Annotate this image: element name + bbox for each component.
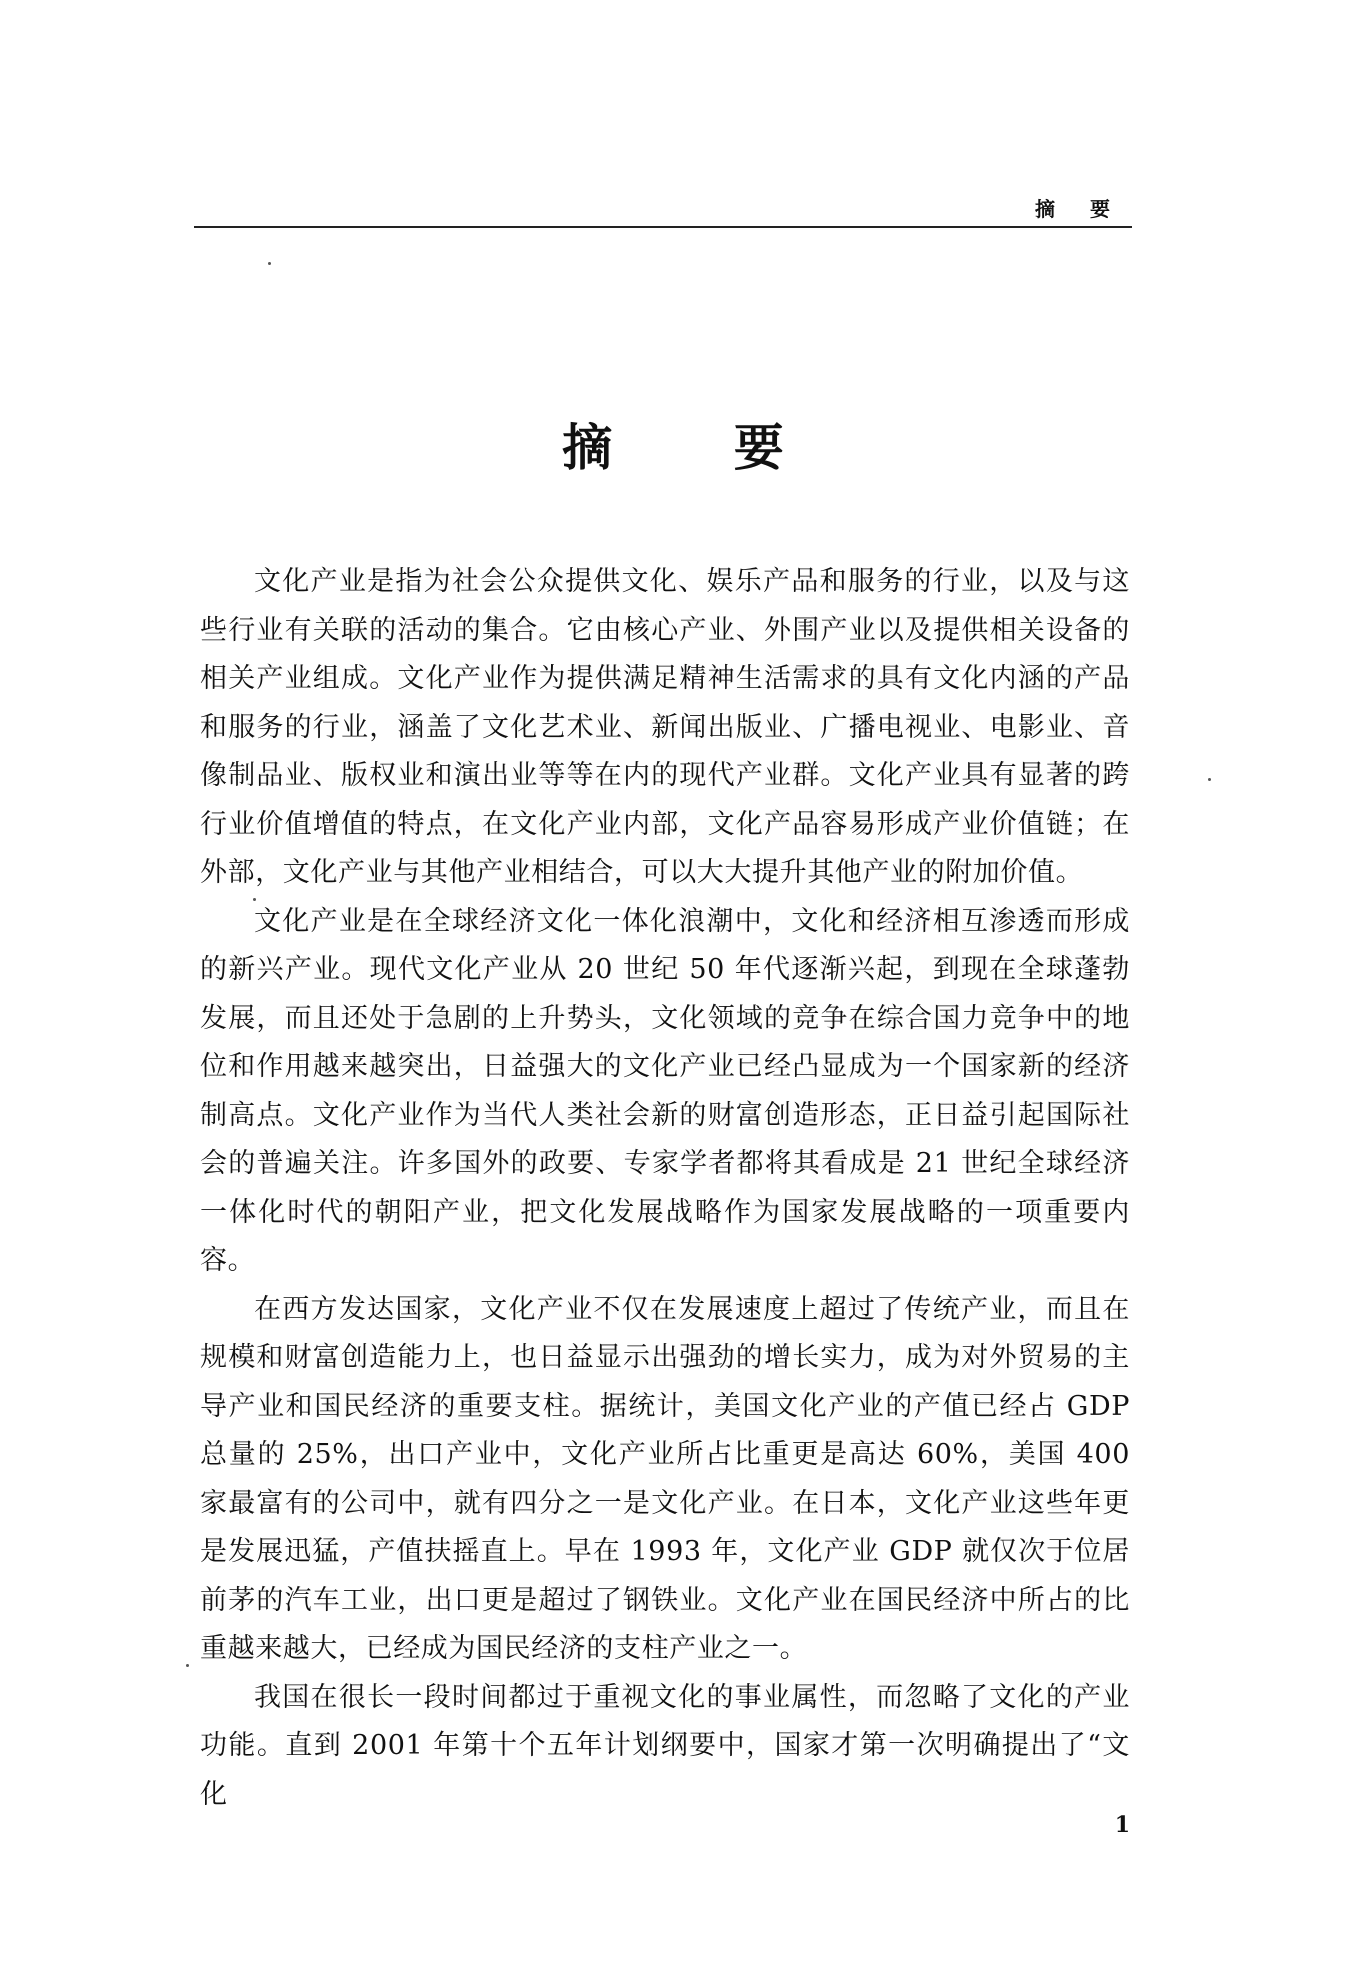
paragraph-3: 在西方发达国家，文化产业不仅在发展速度上超过了传统产业，而且在规模和财富创造能力上，也日益显示出强劲的增长实力，成为对外贸易的主导产业和国民经济的重要支柱。据统计，美国文化产业的产值已经占 GDP 总量的 25%，出口产业中，文化产业所占比重更是高达 60%，美国 400 家最富有的公司中，就有四分之一是文化产业。在日本，文化产业这些年更是发展迅猛，产值扶摇直上。早在 1993 年，文化产业 GDP 就仅次于位居前茅的汽车工业，出口更是超过了钢铁业。文化产业在国民经济中所占的比重越来越大，已经成为国民经济的支柱产业之一。 — [200, 1293, 1130, 1664]
running-header — [194, 196, 1132, 228]
page-title: 摘 要 — [562, 418, 836, 477]
abstract-body — [200, 558, 1130, 1819]
scan-speck — [268, 262, 271, 265]
scan-speck — [186, 1664, 189, 1667]
running-header-title: 摘 要 — [1035, 197, 1124, 221]
paragraph-4: 我国在很长一段时间都过于重视文化的事业属性，而忽略了文化的产业功能。直到 2001 年第十个五年计划纲要中，国家才第一次明确提出了“文化 — [200, 1681, 1130, 1810]
paragraph-2: 文化产业是在全球经济文化一体化浪潮中，文化和经济相互渗透而形成的新兴产业。现代文化产业从 20 世纪 50 年代逐渐兴起，到现在全球蓬勃发展，而且还处于急剧的上升势头，文化领域的竞争在综合国力竞争中的地位和作用越来越突出，日益强大的文化产业已经凸显成为一个国家新的经济制高点。文化产业作为当代人类社会新的财富创造形态，正日益引起国际社会的普遍关注。许多国外的政要、专家学者都将其看成是 21 世纪全球经济一体化时代的朝阳产业，把文化发展战略作为国家发展战略的一项重要内容。 — [200, 905, 1130, 1276]
scan-speck — [253, 898, 256, 901]
paragraph-1: 文化产业是指为社会公众提供文化、娱乐产品和服务的行业，以及与这些行业有关联的活动的集合。它由核心产业、外围产业以及提供相关设备的相关产业组成。文化产业作为提供满足精神生活需求的具有文化内涵的产品和服务的行业，涵盖了文化艺术业、新闻出版业、广播电视业、电影业、音像制品业、版权业和演出业等等在内的现代产业群。文化产业具有显著的跨行业价值增值的特点，在文化产业内部，文化产品容易形成产业价值链；在外部，文化产业与其他产业相结合，可以大大提升其他产业的附加价值。 — [200, 566, 1130, 888]
page-number: 1 — [1114, 1812, 1130, 1838]
scan-speck — [1208, 778, 1211, 781]
